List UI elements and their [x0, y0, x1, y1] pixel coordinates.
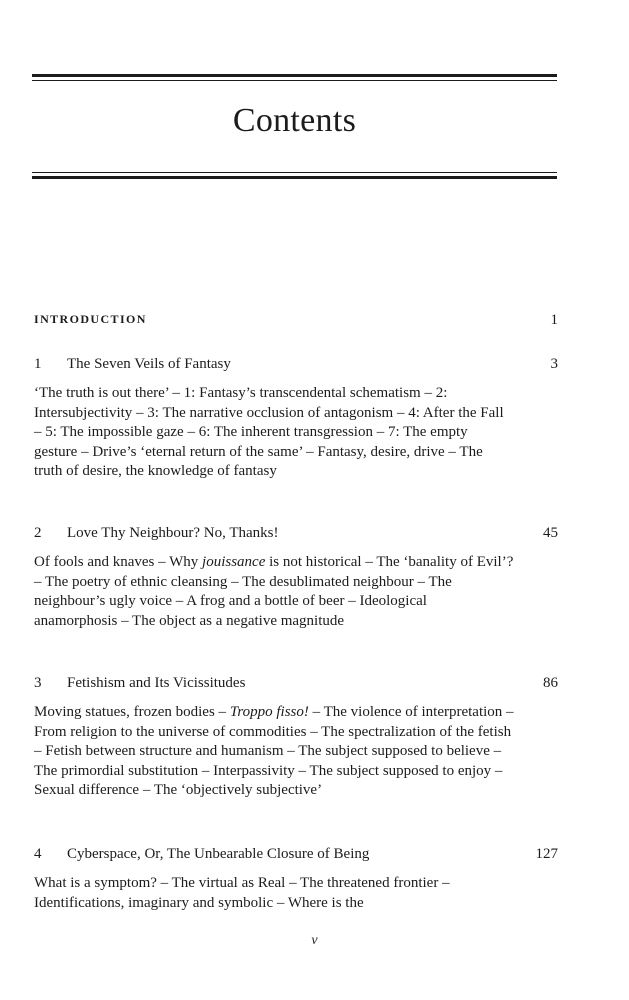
toc-chapter-4	[34, 846, 558, 916]
chapter-heading	[34, 356, 558, 378]
chapter-title: Love Thy Neighbour? No, Thanks!	[67, 525, 279, 541]
rule-thick-line	[32, 176, 557, 179]
chapter-title: Cyberspace, Or, The Unbearable Closure of Being	[67, 846, 370, 862]
introduction-page-number: 1	[550, 312, 558, 328]
page-folio: v	[311, 933, 318, 948]
rule-thick-line	[32, 74, 557, 77]
toc-chapter-1	[34, 356, 558, 506]
chapter-heading	[34, 846, 558, 868]
top-double-rule	[32, 74, 557, 81]
chapter-page-number: 3	[550, 356, 558, 372]
chapter-number: 1	[34, 356, 42, 372]
description-italic-term: jouissance	[202, 554, 266, 570]
description-text: Of fools and knaves – Why	[34, 554, 203, 570]
rule-thin-line	[32, 172, 557, 173]
introduction-heading	[34, 312, 558, 334]
description-text: is not historical – The ‘banality of Evil’? – The poetry of ethnic cleansing – The desublimated neighbour – The neighbour’s ugly voice – A frog and a bottle of beer – Ideological anamorphosis – The object as a negative magnitude	[34, 554, 514, 629]
toc-introduction	[34, 312, 558, 334]
description-italic-term: Troppo fisso!	[229, 704, 309, 720]
chapter-page-number: 86	[543, 675, 558, 691]
chapter-number: 4	[34, 846, 42, 862]
chapter-heading	[34, 525, 558, 547]
description-text: – The violence of interpretation – From religion to the universe of commodities – The spectralization of the fetish – Fetish between structure and humanism – The subject supposed to believe – The primordial substitution – Interpassivity – The subject supposed to enjoy – Sexual difference – The ‘objectively subjective’	[34, 704, 514, 798]
chapter-description	[34, 553, 514, 631]
page-title: Contents	[232, 102, 357, 139]
toc-chapter-3	[34, 675, 558, 825]
description-text: Moving statues, frozen bodies –	[34, 704, 230, 720]
bottom-double-rule	[32, 172, 557, 179]
chapter-title: The Seven Veils of Fantasy	[67, 356, 231, 372]
toc-chapter-2	[34, 525, 558, 655]
introduction-label: INTRODUCTION	[34, 312, 147, 326]
chapter-page-number: 45	[543, 525, 558, 541]
chapter-description: ‘The truth is out there’ – 1: Fantasy’s transcendental schematism – 2: Intersubjectivity – 3: The narrative occlusion of antagonism – 4: After the Fall – 5: The impossible gaze – 6: The inherent transgression – 7: The empty gesture – Drive’s ‘eternal return of the same’ – Fantasy, desire, drive – The truth of desire, the knowledge of fantasy	[34, 385, 504, 479]
chapter-description	[34, 703, 514, 801]
chapter-page-number: 127	[535, 846, 558, 862]
chapter-heading	[34, 675, 558, 697]
chapter-title: Fetishism and Its Vicissitudes	[67, 675, 246, 691]
chapter-number: 2	[34, 525, 42, 541]
rule-thin-line	[32, 80, 557, 81]
chapter-number: 3	[34, 675, 42, 691]
chapter-description: What is a symptom? – The virtual as Real – The threatened frontier – Identifications, imaginary and symbolic – Where is the	[34, 875, 450, 911]
